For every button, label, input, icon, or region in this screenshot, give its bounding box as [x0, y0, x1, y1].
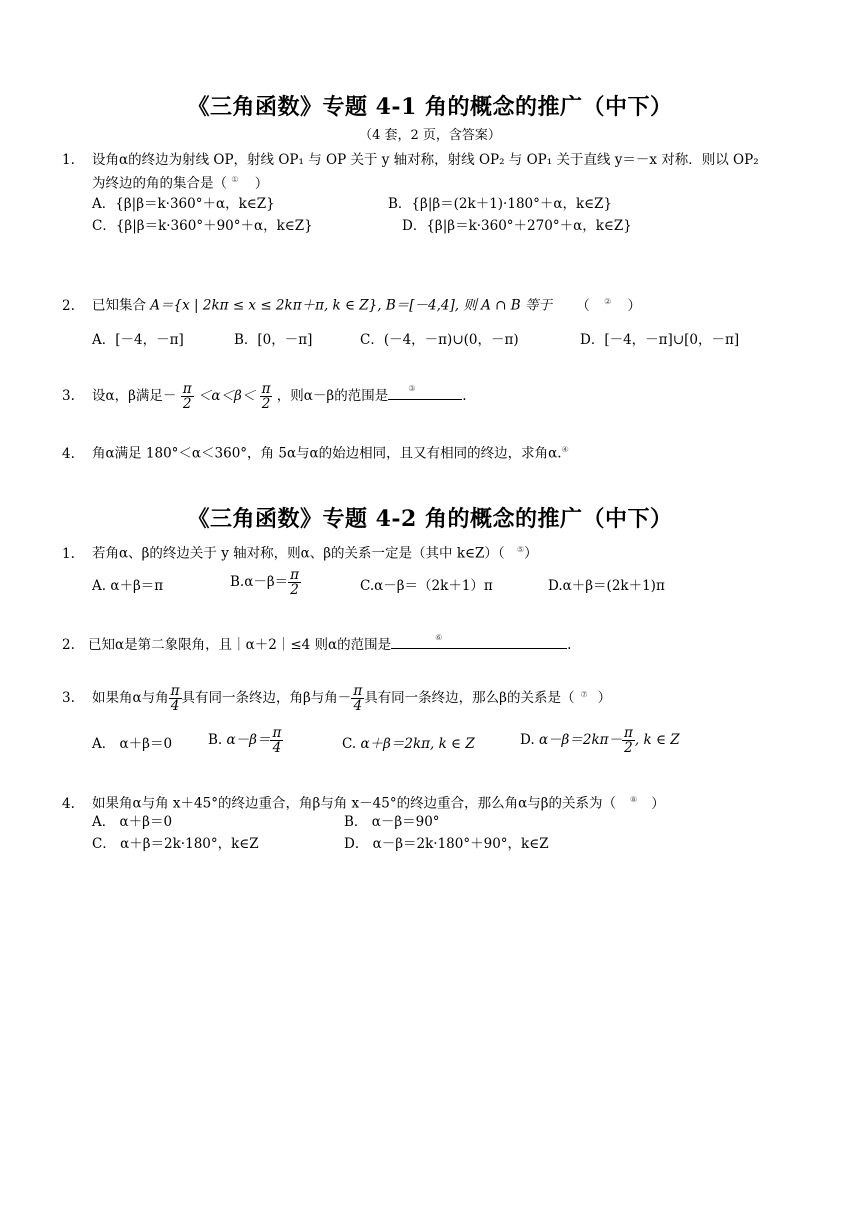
set-expression: A＝{x | 2kπ ≤ x ≤ 2kπ＋π, k ∈ Z}, B＝[－4,4], 则 A ∩ B 等于 [150, 297, 552, 314]
question-text: 如果角α与角 [92, 690, 169, 706]
answer-marker: ③ [408, 384, 416, 393]
answer-marker: ⑤ [516, 545, 525, 554]
option-b: B.α－β＝ $\frac{\pi}{2}$ [230, 567, 300, 598]
option-b: B．{β|β＝(2k＋1)·180°＋α，k∈Z} [388, 196, 613, 212]
question-1-1 [62, 150, 759, 170]
inequality: ＜α＜β＜ [197, 388, 256, 404]
question-text: 为终边的角的集合是（ [92, 175, 227, 192]
question-number: 1. [62, 545, 75, 562]
option-a: A．[－4，－π] [92, 332, 184, 348]
question-number: 4. [62, 445, 75, 462]
question-number: 2. [62, 297, 75, 314]
option-d: D．{β|β＝k·360°＋270°＋α，k∈Z} [402, 218, 632, 234]
question-number: 1. [62, 152, 75, 168]
answer-marker: ② [604, 297, 612, 306]
option-d: D. α－β＝2kπ－ $\frac{\pi}{2}$ , k ∈ Z [520, 725, 680, 756]
answer-marker: ① [231, 175, 239, 184]
question-text: 若角α、β的终边关于 y 轴对称，则α、β的关系一定是（其中 k∈Z）（ [92, 545, 505, 562]
option-b: B． α－β＝90° [344, 814, 440, 830]
option-a: A． α＋β＝0 [92, 814, 173, 830]
question-number: 4. [62, 795, 75, 812]
question-number: 2. [62, 637, 75, 653]
section1-subtitle: （4 套，2 页，含答案） [359, 128, 501, 143]
question-text: 设α，β满足－ [92, 388, 177, 404]
question-text: 角α满足 180°＜α＜360°，角 5α与α的始边相同，且又有相同的终边，求角α. [92, 445, 562, 462]
option-a: A． α＋β＝0 [92, 736, 173, 752]
answer-marker: ⑥ [435, 633, 443, 642]
question-2-1 [62, 540, 538, 564]
question-2-3: 3. 如果角α与角 $\frac{\pi}{4}$ 具有同一条终边，角β与角－ $\frac{\pi}{4}$ 具有同一条终边，那么β的关系是（ ⑦ ） [62, 683, 612, 714]
question-text: 具有同一条终边，那么β的关系是（ [364, 690, 575, 706]
fraction: $\frac{\pi}{4}$ [353, 683, 363, 714]
section1-title: 《三角函数》专题 4-1 角的概念的推广（中下） [187, 94, 673, 120]
question-2-4: 4. 如果角α与角 x＋45°的终边重合，角β与角 x－45°的终边重合，那么角α与β的关系为（ ⑧ ） [62, 795, 665, 812]
option-a: A. α＋β＝π [92, 578, 164, 594]
option-c: C.α－β＝（2k＋1）π [360, 578, 493, 594]
answer-marker: ④ [561, 445, 569, 454]
question-text: 已知集合 [92, 297, 146, 314]
fraction: $\frac{\pi}{4}$ [170, 683, 180, 714]
section2-title: 《三角函数》专题 4-2 角的概念的推广（中下） [187, 506, 673, 532]
question-text: 如果角α与角 x＋45°的终边重合，角β与角 x－45°的终边重合，那么角α与β的关系为（ [92, 795, 617, 812]
paren: ） [627, 297, 642, 314]
question-text: 已知α是第二象限角，且｜α＋2｜≤4 则α的范围是 [88, 637, 392, 653]
question-1-2 [62, 292, 641, 316]
option-b: B．[0，－π] [234, 332, 313, 348]
answer-blank [391, 634, 567, 649]
question-number: 3. [62, 690, 75, 706]
answer-marker: ⑦ [580, 689, 588, 699]
option-c: C. α＋β＝2kπ, k ∈ Z [342, 736, 475, 752]
question-1-1-line2 [92, 170, 268, 194]
question-text: ，则α－β的范围是 [276, 388, 389, 404]
option-c: C． α＋β＝2k·180°，k∈Z [92, 836, 259, 852]
option-d: D.α＋β＝(2k＋1)π [548, 578, 665, 594]
answer-blank [388, 385, 462, 400]
question-text: 设角α的终边为射线 OP，射线 OP₁ 与 OP 关于 y 轴对称，射线 OP₂ 与 OP₁ 关于直线 y＝－x 对称．则以 OP₂ [92, 152, 759, 168]
option-c: C．(－4，－π)∪(0，－π) [360, 332, 519, 348]
question-text: 具有同一条终边，角β与角－ [181, 690, 352, 706]
question-2-2: 2. 已知α是第二象限角，且｜α＋2｜≤4 则α的范围是 ⑥ . [62, 634, 571, 655]
fraction: $\frac{\pi}{2}$ [182, 381, 192, 412]
answer-marker: ⑧ [630, 795, 638, 804]
option-d: D． α－β＝2k·180°＋90°，k∈Z [344, 836, 549, 852]
option-d: D．[－4，－π]∪[0，－π] [580, 332, 740, 348]
paren: （ [576, 297, 590, 314]
fraction: $\frac{\pi}{2}$ [261, 381, 271, 412]
option-c: C．{β|β＝k·360°＋90°＋α，k∈Z} [92, 218, 313, 234]
question-1-3: 3. 设α，β满足－ $\frac{\pi}{2}$ ＜α＜β＜ $\frac{\pi}{2}$ ，则α－β的范围是 ③ . [62, 381, 467, 412]
option-a: A．{β|β＝k·360°＋α，k∈Z} [92, 196, 275, 212]
paren: ） [524, 545, 538, 562]
question-number: 3. [62, 388, 75, 404]
paren: ） [254, 175, 269, 192]
option-b: B. α－β＝ $\frac{\pi}{4}$ [208, 725, 282, 756]
question-1-4 [62, 440, 569, 464]
